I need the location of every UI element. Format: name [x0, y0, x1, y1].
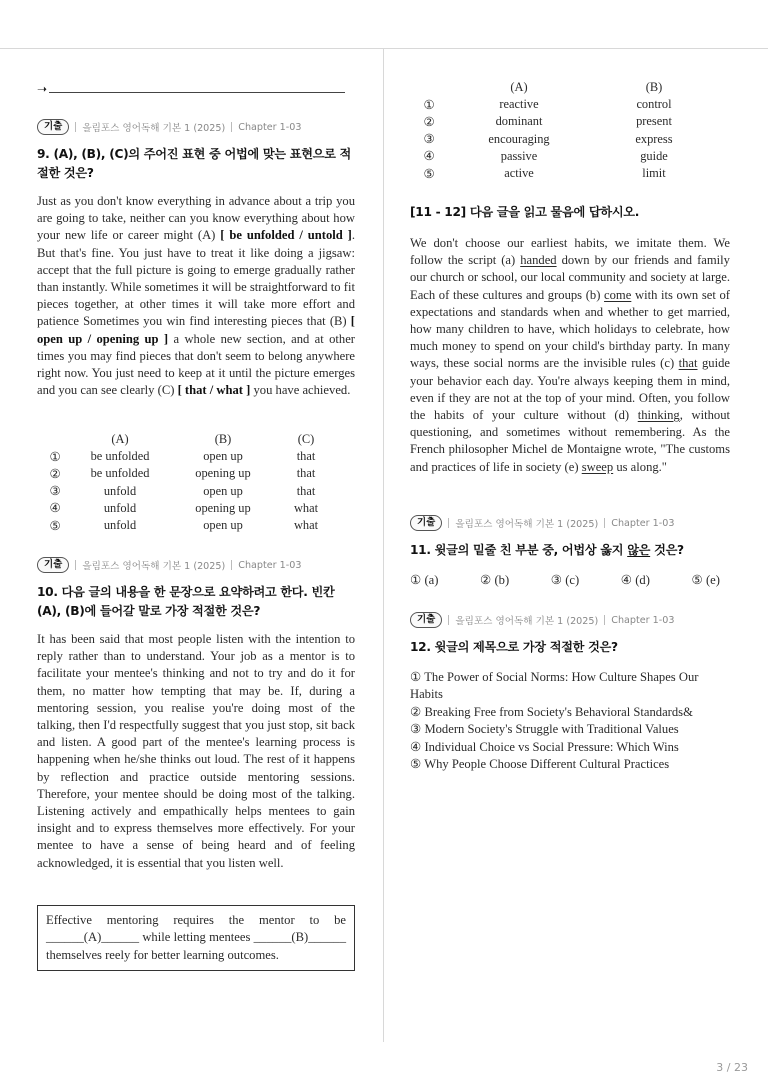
option-row[interactable]: ④ unfold opening up what [49, 500, 319, 516]
source-chapter: Chapter 1-03 [611, 517, 675, 529]
underlined-e: sweep [581, 459, 614, 474]
table-header-row: (A) (B) [510, 80, 663, 95]
option-row[interactable]: ① be unfolded open up that [49, 449, 316, 464]
source-title: 올림포스 영어독해 기본 1 (2025) [455, 616, 599, 627]
underlined-b: come [604, 287, 632, 302]
source-title: 올림포스 영어독해 기본 1 (2025) [455, 519, 599, 530]
choice-2[interactable]: ② (b) [480, 573, 510, 587]
past-exam-badge: 기출 [37, 119, 69, 135]
page-number: 3 / 23 [716, 1061, 748, 1074]
option-row[interactable]: ② dominant present [423, 114, 672, 129]
header-rule [0, 48, 768, 49]
past-exam-badge: 기출 [410, 612, 442, 628]
q9-options-table [45, 431, 341, 534]
underlined-a: handed [520, 253, 557, 268]
q12-question: 12. 윗글의 제목으로 가장 적절한 것은? [410, 640, 618, 654]
choice-4[interactable]: ④ Individual Choice vs Social Pressure: Which Wins [410, 739, 679, 754]
q9-choice-a: [ be unfolded / untold ] [220, 228, 352, 243]
source-title: 올림포스 영어독해 기본 1 (2025) [82, 561, 226, 572]
q11-negation: 않은 [627, 543, 651, 557]
source-chapter: Chapter 1-03 [238, 121, 302, 133]
answer-blank[interactable] [49, 85, 345, 93]
option-row[interactable]: ② be unfolded opening up that [49, 466, 316, 481]
set-11-12-heading: [11 - 12] 다음 글을 읽고 물음에 답하시오. [410, 205, 640, 219]
option-row[interactable]: ① reactive control [423, 97, 672, 112]
option-row[interactable]: ③ encouraging express [423, 131, 673, 147]
source-chapter: Chapter 1-03 [238, 559, 302, 571]
q10-source-tag [37, 557, 301, 573]
choice-4[interactable]: ④ (d) [620, 573, 650, 587]
choice-3[interactable]: ③ (c) [550, 573, 580, 587]
q11-source-tag [410, 515, 674, 531]
choice-5[interactable]: ⑤ (e) [691, 573, 720, 587]
choice-5[interactable]: ⑤ Why People Choose Different Cultural Practices [410, 757, 670, 772]
q9-question: 9. (A), (B), (C)의 주어진 표현 중 어법에 맞는 표현으로 적절한 것은? [37, 147, 352, 180]
past-exam-badge: 기출 [410, 515, 442, 531]
option-row[interactable]: ⑤ unfold open up what [49, 518, 319, 533]
q12-choices [410, 669, 730, 773]
past-exam-badge: 기출 [37, 557, 69, 573]
q9-passage: Just as you don't know everything in advance about a trip you are going to take, neither can you know everything about how your new life or career might (A) [ be unfolded / untold ]. But that's fine. You just have to treat it like doing a jigsaw: accept that the full picture is going to emerge gradually rather than instantly. While sometimes it will be straightforward to fit pieces together, at other times it will take more effort and patience Sometimes you win find interesting pieces that (B) [ open up / opening up ] a whole new section, and at other times you may find pieces that don't seem to belong anywhere right now. You just need to keep at it until the picture emerges and you can see clearly (C) [ that / what ] you have achieved. [37, 194, 355, 398]
q9-choice-b: [ open up / opening up ] [37, 314, 355, 346]
source-title: 올림포스 영어독해 기본 1 (2025) [82, 123, 226, 134]
q10-summary-box: Effective mentoring requires the mentor to be ______(A)______ while letting mentees ______(B)______ themselves reely for better learning outcomes. [37, 905, 355, 971]
source-chapter: Chapter 1-03 [611, 614, 675, 626]
q10-passage: It has been said that most people listen with the intention to reply rather than to understand. Your job as a mentor is to facilitate your mentee's thinking and not to try and do it for them, no matter how tempting that may be. If, during a mentoring session, you realise you're doing most of the talking, then I'd respectfully suggest that you just stop, sit back and listen. A good part of the mentee's learning process is happening when he/she thinks out loud. The rest of it happens by reflection and practice outside mentoring sessions. Therefore, your mentee should be doing most of the talking. Listening actively and empathically helps mentees to gain insight and to express themselves more effectively. For your mentee to have a sense of being heard and of feeling acknowledged, it is essential that you listen well. [37, 632, 355, 870]
answer-line [37, 82, 345, 96]
q10-question: 10. 다음 글의 내용을 한 문장으로 요약하려고 한다. 빈칸 (A), (B)에 들어갈 말로 가장 적절한 것은? [37, 585, 335, 618]
choice-1[interactable]: ① The Power of Social Norms: How Culture Shapes Our Habits [410, 670, 699, 702]
underlined-c: that [678, 356, 698, 371]
q10-options-table [414, 79, 714, 182]
option-row[interactable]: ⑤ active limit [423, 166, 666, 181]
choice-2[interactable]: ② Breaking Free from Society's Behavioral Standards& [410, 704, 693, 719]
table-header-row: (A) (B) (C) [111, 432, 315, 447]
set-11-12-passage: We don't choose our earliest habits, we imitate them. We follow the script (a) handed down by our friends and family our church or school, our local community and society at large. Each of these cultures and groups (b) come with its own set of expectations and standards when and whether to get married, how many children to have, which holidays to celebrate, how much money to spend on your child's birthday party. In many ways, these social norms are the invisible rules (c) that guide your behavior each day. You're always keeping them in mind, even if they are not at the top of your mind. Often, you follow the habits of your culture without (d) thinking, without questioning, and sometimes without remembering. As the French philosopher Michel de Montaigne wrote, "The customs and practices of life in society (e) sweep us along." [410, 236, 730, 474]
underlined-d: thinking [637, 408, 680, 423]
q9-source-tag [37, 119, 301, 135]
option-row[interactable]: ③ unfold open up that [49, 483, 316, 499]
q11-choices [410, 572, 720, 589]
q11-question: 11. 윗글의 밑줄 친 부분 중, 어법상 옳지 않은 것은? [410, 543, 684, 557]
choice-3[interactable]: ③ Modern Society's Struggle with Traditional Values [410, 722, 679, 737]
q9-choice-c: [ that / what ] [177, 383, 251, 398]
option-row[interactable]: ④ passive guide [423, 148, 668, 164]
q12-source-tag [410, 612, 674, 628]
column-divider [383, 48, 384, 1042]
arrow-icon: ➝ [37, 82, 48, 96]
choice-1[interactable]: ① (a) [410, 573, 439, 587]
